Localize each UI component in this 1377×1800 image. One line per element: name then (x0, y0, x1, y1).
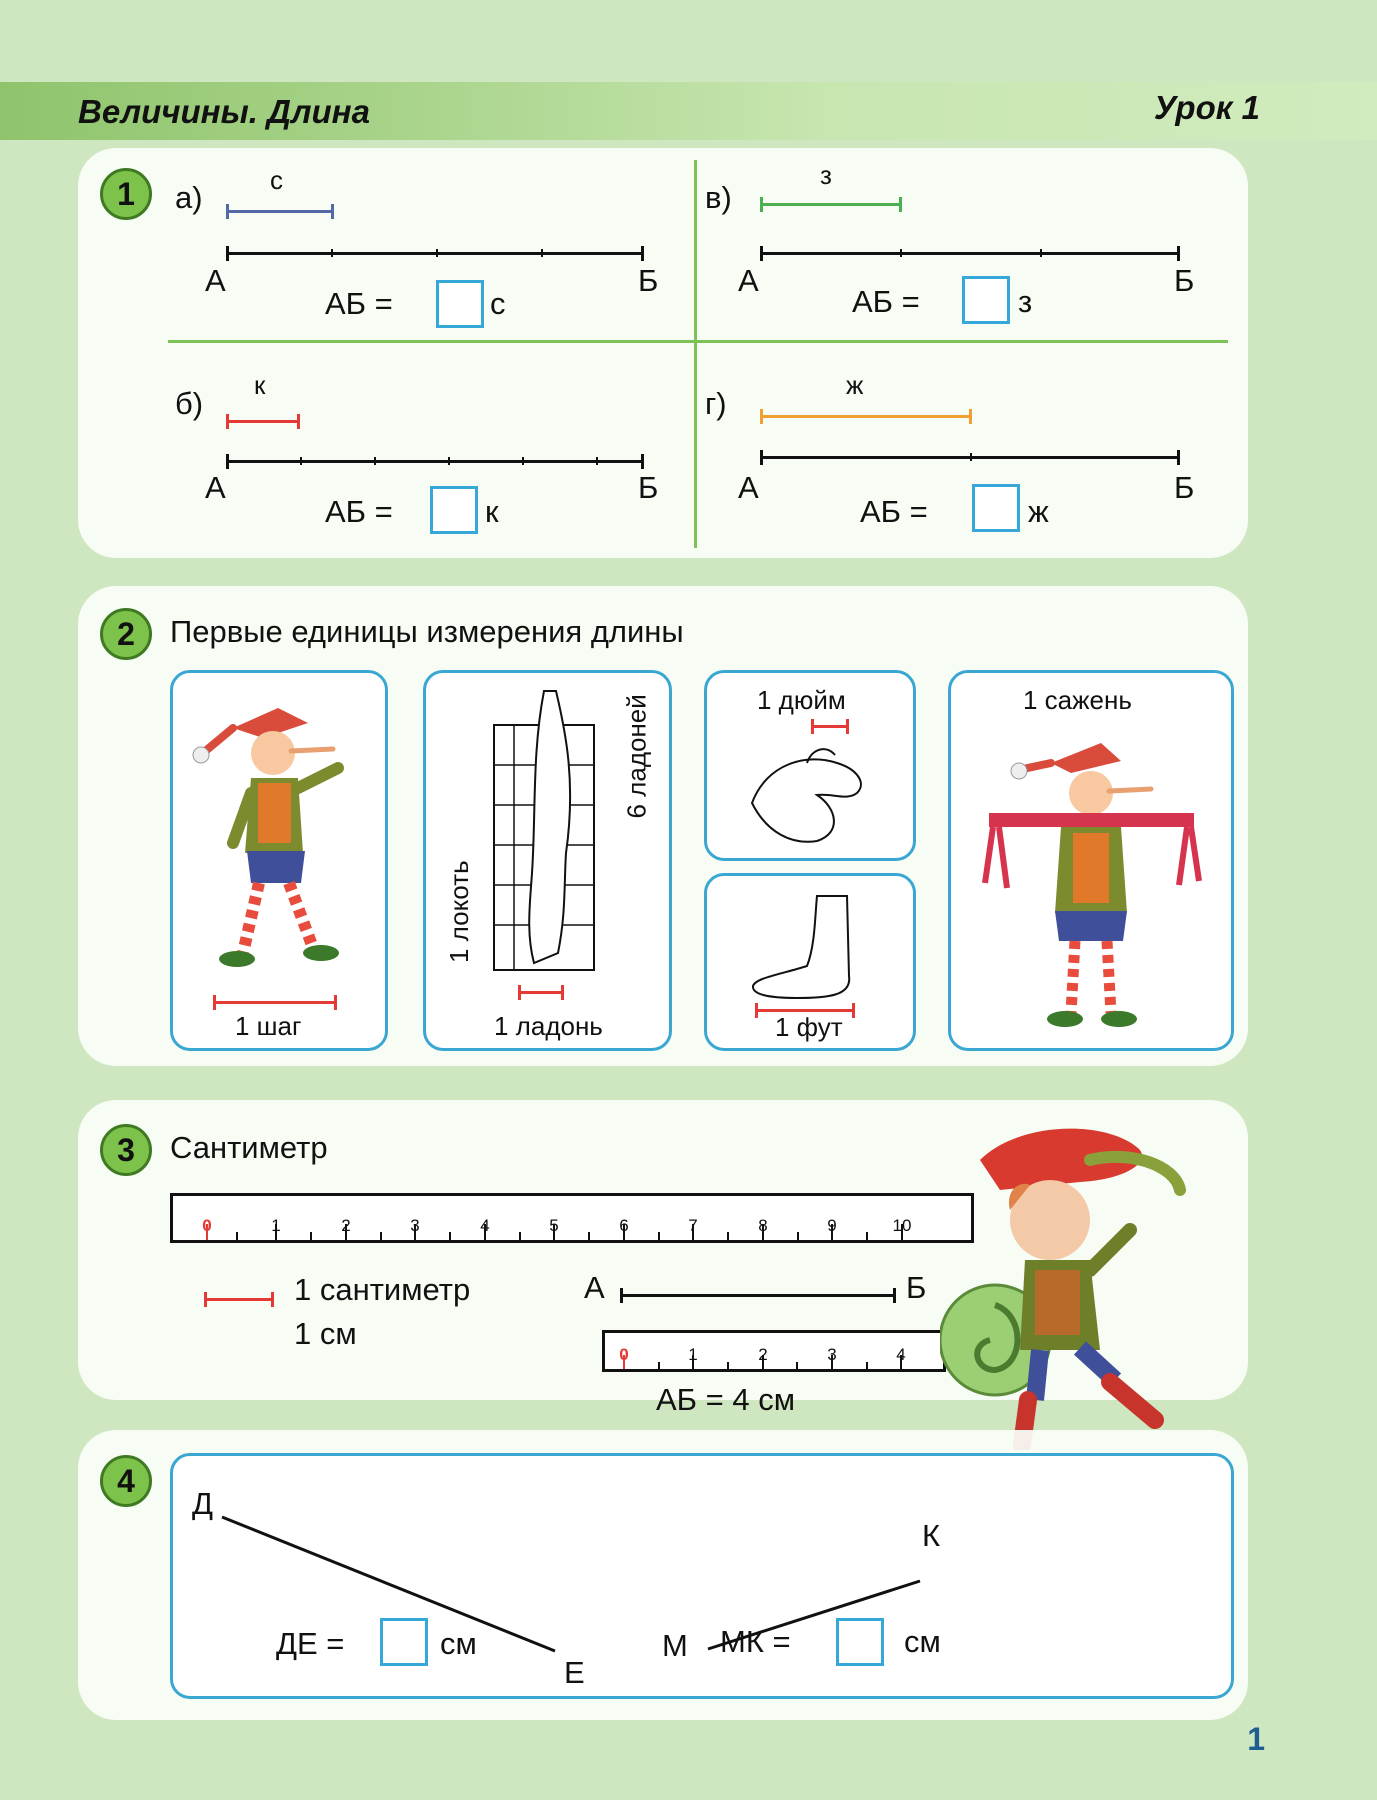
task1-a-label: а) (175, 180, 203, 215)
ruler-label: 4 (480, 1216, 490, 1235)
fathom-label: 1 сажень (1023, 685, 1132, 715)
task1-b-equation: АБ = (325, 494, 393, 529)
task1-g-equation: АБ = (860, 494, 928, 529)
de-unit: см (440, 1626, 477, 1661)
task1-v-unit-after: з (1018, 284, 1033, 319)
point-m: М (662, 1628, 688, 1663)
task2-number-badge: 2 (100, 608, 152, 660)
task1-a-unit-name: с (270, 165, 283, 195)
task1-v-main-segment (760, 252, 1180, 255)
boy-with-ribbon-illustration (951, 713, 1231, 1043)
small-ruler (602, 1330, 946, 1372)
centimeter-ruler (170, 1193, 974, 1243)
task1-g-point-a: А (738, 470, 759, 505)
task1-a-point-a: А (205, 263, 226, 298)
card-palm-elbow (423, 670, 672, 1051)
task1-b-unit-segment (226, 420, 300, 423)
task1-a-main-segment (226, 252, 644, 255)
task1-g-point-b: Б (1174, 470, 1195, 505)
foot-illustration (707, 886, 913, 1006)
one-centimeter-segment (204, 1298, 274, 1301)
ruler-label: 3 (410, 1216, 420, 1235)
palm-label: 1 ладонь (494, 1011, 603, 1041)
task3-point-b: Б (906, 1270, 927, 1305)
task1-a-unit-after: с (490, 286, 506, 321)
card-inch (704, 670, 916, 861)
card-fathom (948, 670, 1234, 1051)
one-cm-label: 1 см (294, 1316, 357, 1351)
card-foot (704, 873, 916, 1051)
task1-b-point-b: Б (638, 470, 659, 505)
task1-v-unit-segment (760, 203, 902, 206)
task3-result: АБ = 4 см (656, 1382, 796, 1417)
task1-v-point-a: А (738, 263, 759, 298)
boy-walking-illustration (173, 683, 385, 983)
small-ruler-label: 0 (619, 1345, 629, 1364)
task1-number-badge: 1 (100, 168, 152, 220)
task1-v-unit-name: з (820, 160, 832, 190)
task1-divider-horizontal (168, 340, 1228, 343)
foot-label: 1 фут (775, 1012, 843, 1042)
ruler-label: 9 (827, 1216, 837, 1235)
task1-g-main-segment (760, 456, 1180, 459)
task1-v-label: в) (705, 180, 732, 215)
point-d: Д (192, 1486, 213, 1521)
elbow-label: 1 локоть (444, 860, 474, 963)
de-equation-label: ДЕ = (276, 1626, 345, 1661)
palm-measure-segment (518, 991, 564, 994)
task1-v-answer-box[interactable] (962, 276, 1010, 324)
task1-g-unit-segment (760, 415, 972, 418)
task3-point-a: А (584, 1270, 605, 1305)
de-answer-box[interactable] (380, 1618, 428, 1666)
task3-number-badge: 3 (100, 1124, 152, 1176)
task3-segment-ab (620, 1294, 896, 1297)
task1-b-unit-name: к (254, 370, 266, 400)
ruler-label: 1 (271, 1216, 281, 1235)
thumb-illustration (707, 733, 913, 853)
ruler-label: 7 (688, 1216, 698, 1235)
mk-unit: см (904, 1624, 941, 1659)
small-ruler-label: 2 (758, 1345, 768, 1364)
ruler-label: 5 (549, 1216, 559, 1235)
page-title: Величины. Длина (78, 93, 370, 130)
step-label: 1 шаг (235, 1011, 302, 1041)
mk-answer-box[interactable] (836, 1618, 884, 1666)
task3-title: Сантиметр (170, 1130, 328, 1165)
task1-divider-vertical (694, 160, 697, 548)
task1-b-point-a: А (205, 470, 226, 505)
ruler-label: 2 (341, 1216, 351, 1235)
one-centimeter-label: 1 сантиметр (294, 1272, 471, 1307)
ruler-label: 8 (758, 1216, 768, 1235)
task4-number-badge: 4 (100, 1455, 152, 1507)
small-ruler-label: 3 (827, 1345, 837, 1364)
task1-g-label: г) (705, 386, 727, 421)
step-measure-segment (213, 1001, 337, 1004)
point-k: К (922, 1518, 941, 1553)
inch-measure-segment (811, 725, 849, 728)
task1-v-equation: АБ = (852, 284, 920, 319)
task1-a-answer-box[interactable] (436, 280, 484, 328)
task1-v-point-b: Б (1174, 263, 1195, 298)
small-ruler-label: 1 (688, 1345, 698, 1364)
task1-a-point-b: Б (638, 263, 659, 298)
task1-b-unit-after: к (485, 494, 499, 529)
ruler-label: 10 (892, 1216, 912, 1235)
task1-g-unit-after: ж (1028, 494, 1049, 529)
task1-a-unit-segment (226, 210, 334, 213)
mk-equation-label: МК = (720, 1624, 791, 1659)
task1-b-answer-box[interactable] (430, 486, 478, 534)
task1-g-unit-name: ж (846, 370, 864, 400)
ruler-label: 0 (202, 1216, 212, 1235)
page-number: 1 (1247, 1721, 1265, 1757)
task1-a-equation: АБ = (325, 286, 393, 321)
inch-label: 1 дюйм (757, 685, 846, 715)
boy-with-snail-illustration (940, 1120, 1190, 1450)
lesson-label: Урок 1 (1153, 89, 1260, 126)
point-e: Е (564, 1655, 585, 1690)
task2-title: Первые единицы измерения длины (170, 614, 684, 649)
card-step (170, 670, 388, 1051)
task1-b-main-segment (226, 460, 644, 463)
six-palms-label: 6 ладоней (621, 694, 652, 819)
small-ruler-label: 4 (896, 1345, 906, 1364)
task1-b-label: б) (175, 386, 204, 421)
ruler-label: 6 (619, 1216, 629, 1235)
task1-g-answer-box[interactable] (972, 484, 1020, 532)
